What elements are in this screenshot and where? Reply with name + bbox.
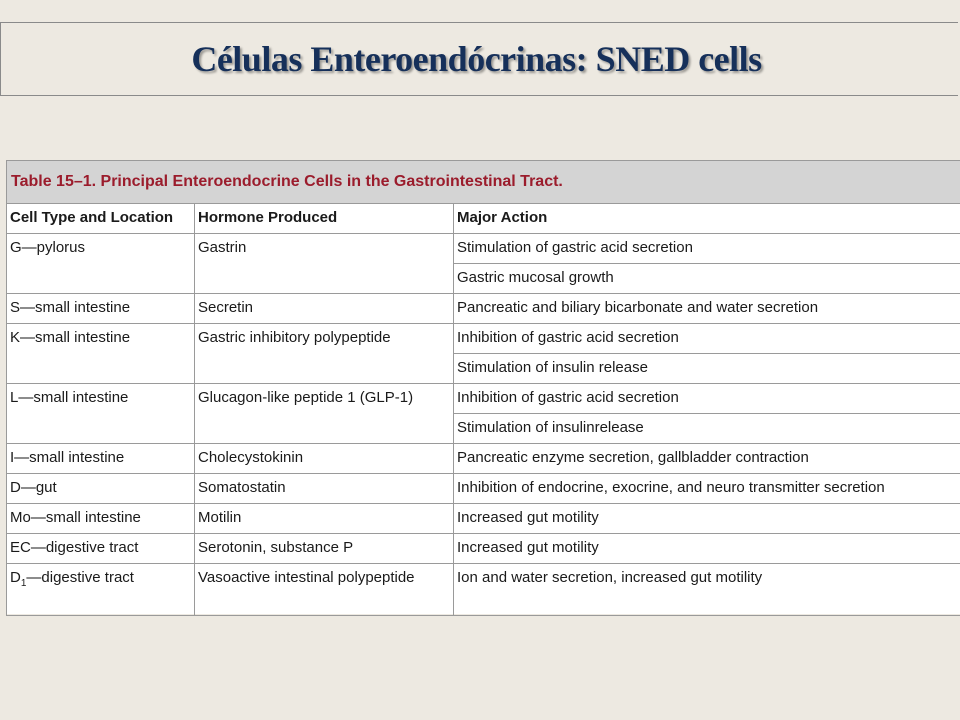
table-row xyxy=(7,474,960,504)
hormone: Somatostatin xyxy=(195,474,454,504)
major-action: Ion and water secretion, increased gut motility xyxy=(454,564,960,616)
major-action: Pancreatic enzyme secretion, gallbladder contraction xyxy=(454,444,960,474)
column-header-cell-type: Cell Type and Location xyxy=(7,204,195,234)
column-header-hormone: Hormone Produced xyxy=(195,204,454,234)
table-caption: Table 15–1. Principal Enteroendocrine Cells in the Gastrointestinal Tract. xyxy=(7,161,960,204)
major-action: Stimulation of gastric acid secretion xyxy=(454,234,960,264)
major-action: Inhibition of gastric acid secretion xyxy=(454,324,960,354)
cell-type-subscript: 1 xyxy=(20,578,27,589)
table-row xyxy=(7,444,960,474)
table-row xyxy=(7,384,960,414)
major-action: Gastric mucosal growth xyxy=(454,264,960,294)
column-header-action: Major Action xyxy=(454,204,960,234)
major-action: Pancreatic and biliary bicarbonate and water secretion xyxy=(454,294,960,324)
cell-type-suffix: —digestive tract xyxy=(26,569,134,586)
cell-type: Mo—small intestine xyxy=(7,504,195,534)
cell-type: S—small intestine xyxy=(7,294,195,324)
major-action: Inhibition of gastric acid secretion xyxy=(454,384,960,414)
cell-type: EC—digestive tract xyxy=(7,534,195,564)
table-row xyxy=(7,534,960,564)
table-row xyxy=(7,324,960,354)
hormone: Cholecystokinin xyxy=(195,444,454,474)
cell-type: G—pylorus xyxy=(7,234,195,294)
hormone: Gastric inhibitory polypeptide xyxy=(195,324,454,384)
slide-title: Células Enteroendócrinas: SNED cells xyxy=(191,39,762,79)
hormone: Motilin xyxy=(195,504,454,534)
hormone: Gastrin xyxy=(195,234,454,294)
table-row xyxy=(7,294,960,324)
cell-type: K—small intestine xyxy=(7,324,195,384)
major-action: Inhibition of endocrine, exocrine, and neuro transmitter secretion xyxy=(454,474,960,504)
major-action: Stimulation of insulin release xyxy=(454,354,960,384)
major-action: Stimulation of insulinrelease xyxy=(454,414,960,444)
header-row xyxy=(7,204,960,234)
cell-type-prefix: D xyxy=(10,569,21,586)
cell-type: I—small intestine xyxy=(7,444,195,474)
title-banner xyxy=(0,22,958,96)
table-row xyxy=(7,504,960,534)
cell-type: D—gut xyxy=(7,474,195,504)
enteroendocrine-table xyxy=(6,160,960,616)
cell-type xyxy=(7,564,195,616)
hormone: Secretin xyxy=(195,294,454,324)
hormone: Vasoactive intestinal polypeptide xyxy=(195,564,454,616)
major-action: Increased gut motility xyxy=(454,504,960,534)
table-row xyxy=(7,234,960,264)
major-action: Increased gut motility xyxy=(454,534,960,564)
table-row xyxy=(7,564,960,616)
table-container xyxy=(6,160,960,614)
cell-type: L—small intestine xyxy=(7,384,195,444)
hormone: Glucagon-like peptide 1 (GLP-1) xyxy=(195,384,454,444)
hormone: Serotonin, substance P xyxy=(195,534,454,564)
